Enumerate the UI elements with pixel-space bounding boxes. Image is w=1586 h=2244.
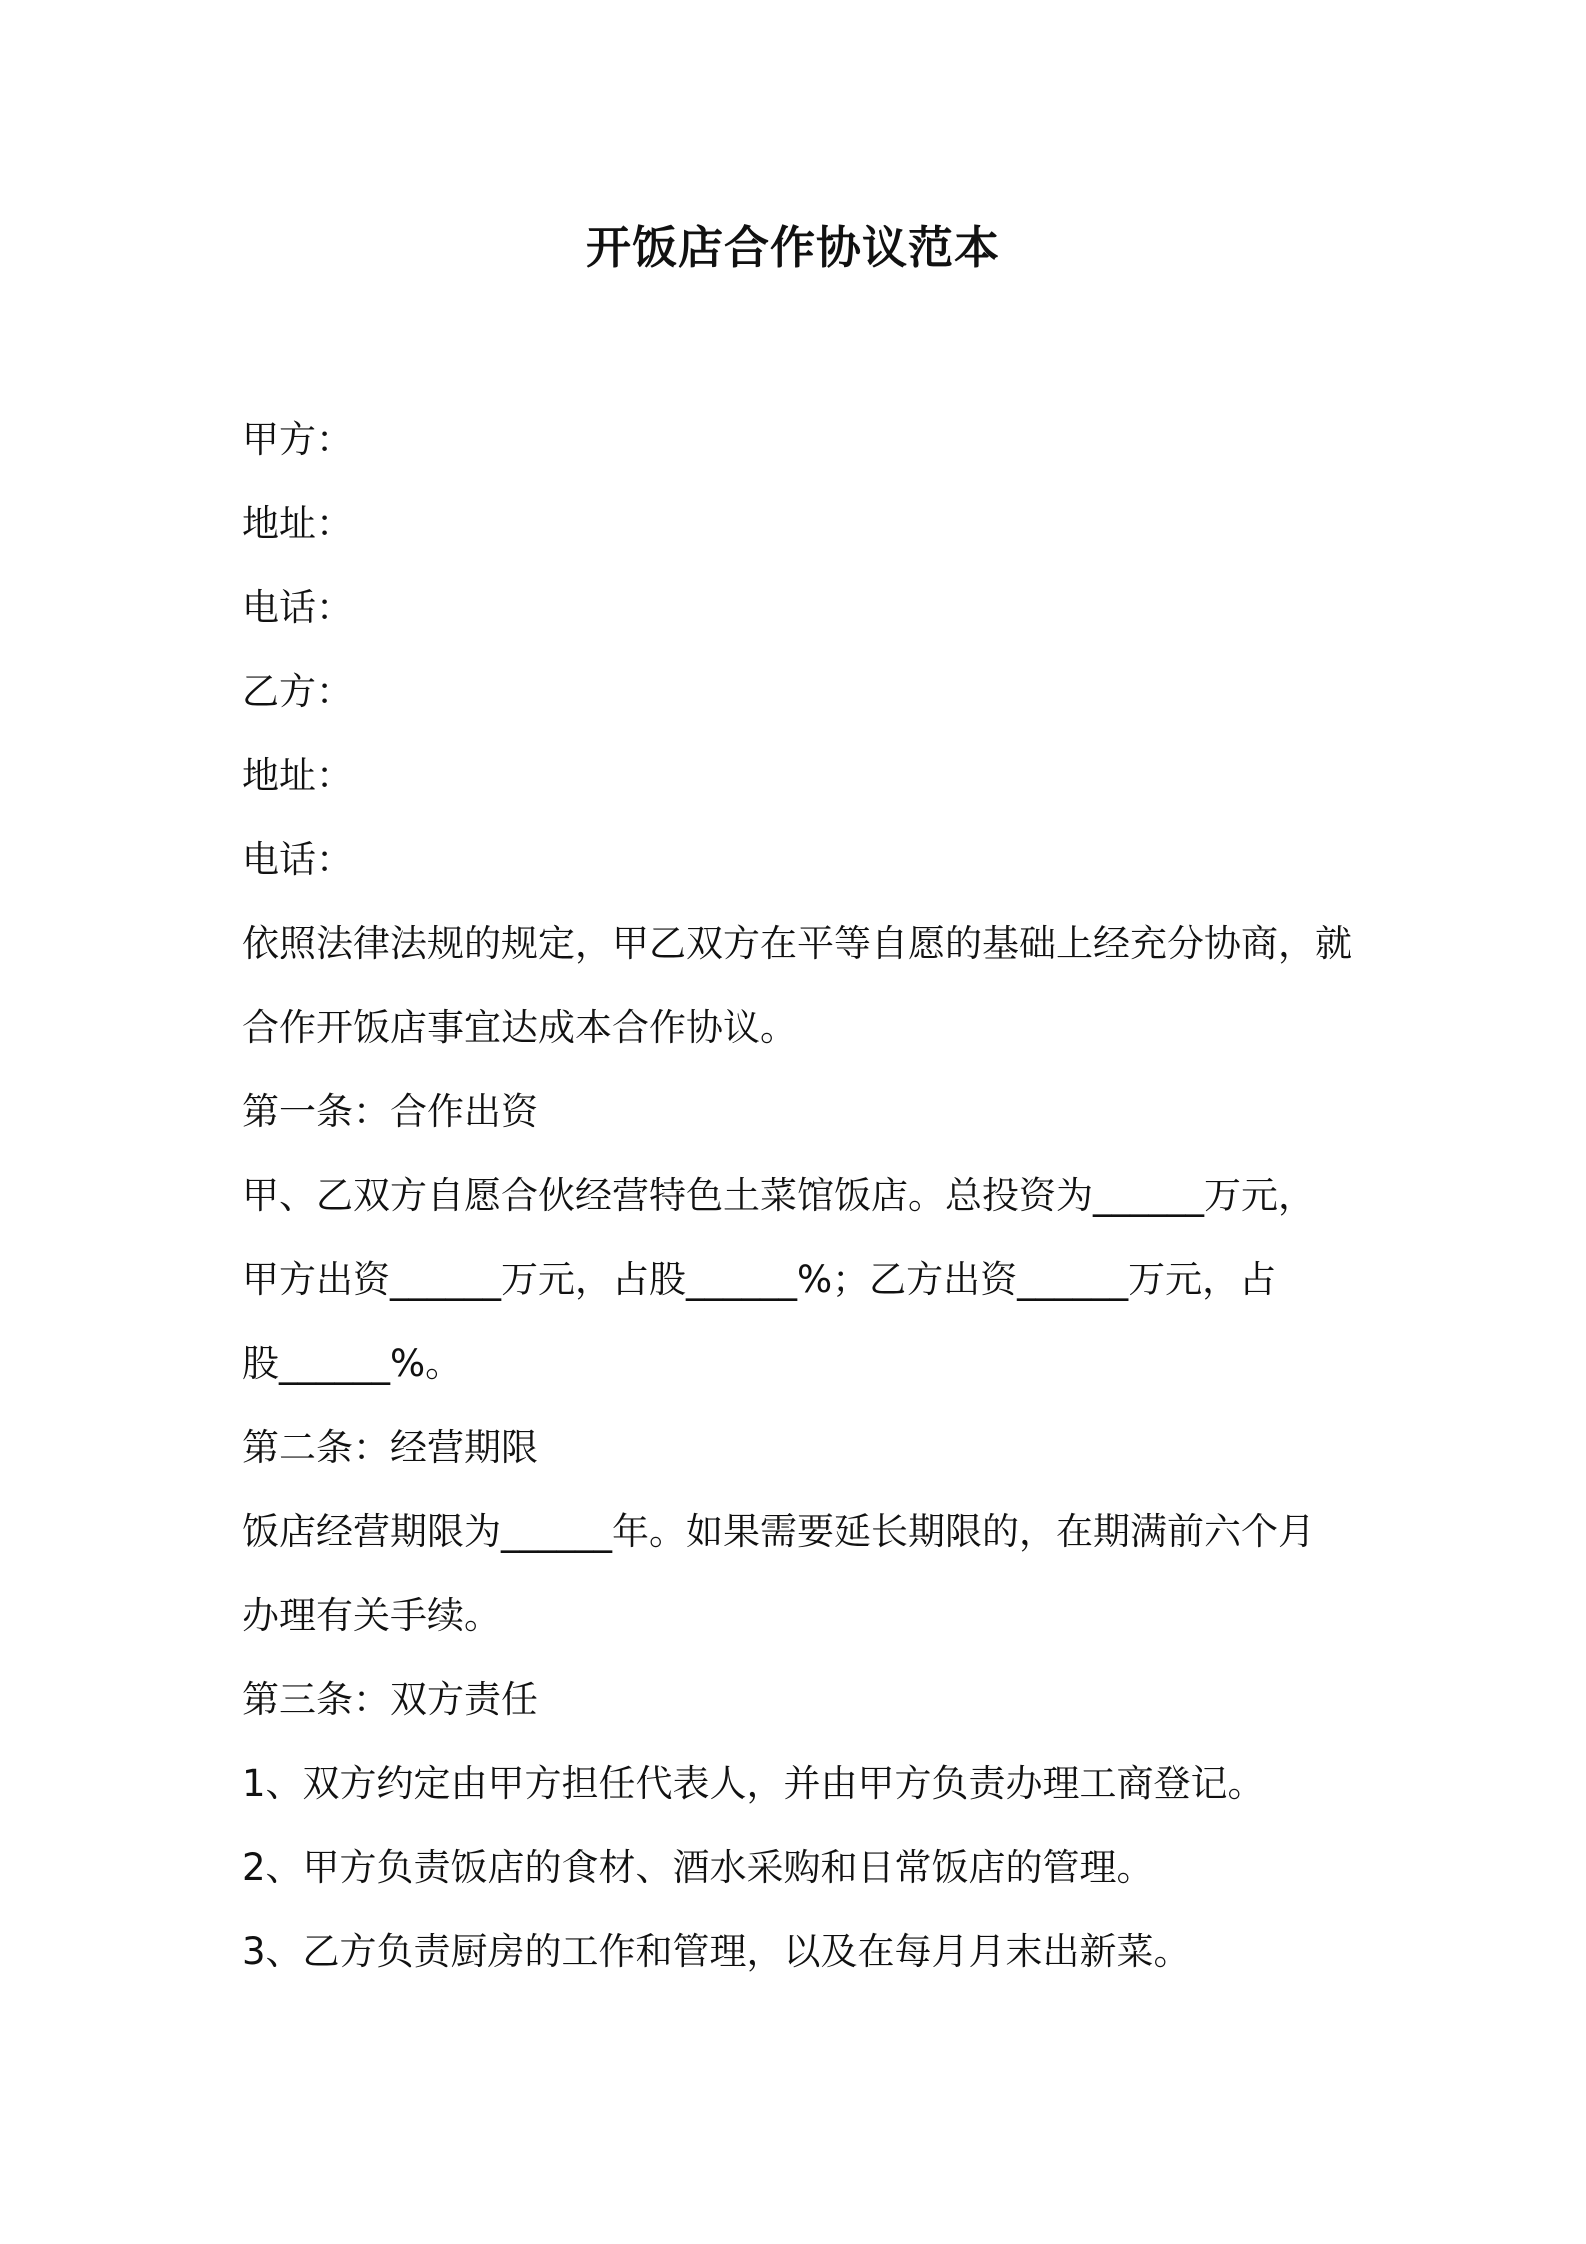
party-a-phone-label: 电话：: [242, 586, 353, 629]
party-b-label: 乙方：: [242, 670, 353, 713]
preamble-line-2: 合作开饭店事宜达成本合作协议。: [242, 1006, 797, 1049]
document-body: [242, 398, 1362, 1994]
article-1-line-2: 甲方出资______万元，占股______%；乙方出资______万元，占: [242, 1258, 1277, 1301]
party-a-label: 甲方：: [242, 418, 353, 461]
preamble-line-1: 依照法律法规的规定，甲乙双方在平等自愿的基础上经充分协商，就: [242, 922, 1352, 965]
party-b-phone-label: 电话：: [242, 838, 353, 881]
article-2-line-2: 办理有关手续。: [242, 1594, 501, 1637]
article-1-line-3: 股______%。: [242, 1342, 463, 1385]
article-1-heading: 第一条：合作出资: [242, 1090, 538, 1133]
article-3-item-2: 2、甲方负责饭店的食材、酒水采购和日常饭店的管理。: [242, 1846, 1154, 1889]
article-3-heading: 第三条：双方责任: [242, 1678, 538, 1721]
party-a-address-label: 地址：: [242, 502, 353, 545]
article-3-item-1: 1、双方约定由甲方担任代表人，并由甲方负责办理工商登记。: [242, 1762, 1265, 1805]
article-3-item-3: 3、乙方负责厨房的工作和管理，以及在每月月末出新菜。: [242, 1930, 1191, 1973]
article-2-heading: 第二条：经营期限: [242, 1426, 538, 1469]
party-b-address-label: 地址：: [242, 754, 353, 797]
document-title: 开饭店合作协议范本: [585, 221, 1000, 274]
article-1-line-1: 甲、乙双方自愿合伙经营特色土菜馆饭店。总投资为______万元，: [242, 1174, 1315, 1217]
article-2-line-1: 饭店经营期限为______年。如果需要延长期限的，在期满前六个月: [242, 1510, 1315, 1553]
